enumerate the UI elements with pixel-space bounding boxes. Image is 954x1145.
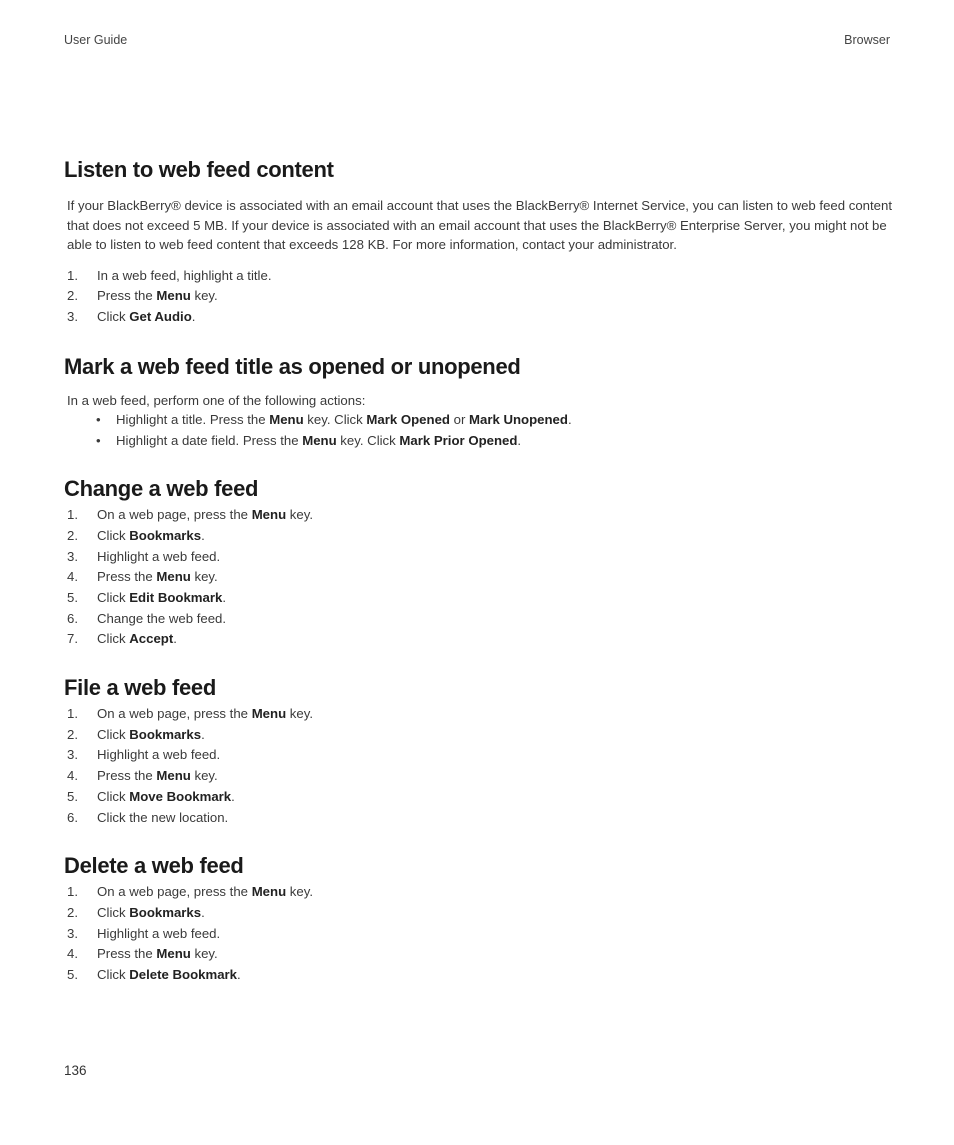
- delete-steps: [64, 882, 892, 986]
- listen-intro: [67, 196, 892, 255]
- list-item: 5. Click Edit Bookmark.: [67, 589, 226, 605]
- list-item: 6. Click the new location.: [67, 809, 229, 825]
- list-item: 2. Click Bookmarks.: [67, 904, 205, 920]
- page-content: [64, 140, 892, 986]
- list-item: 1. On a web page, press the Menu key.: [67, 507, 313, 523]
- list-item: 3. Highlight a web feed.: [67, 548, 221, 564]
- listen-intro-line: that does not exceed 5 MB. If your device is associated with an email account that uses the BlackBerry® Enterprise Server, you might not be: [67, 217, 887, 233]
- list-item: 7. Click Accept.: [67, 631, 177, 647]
- file-steps: [64, 704, 892, 828]
- running-header-right: Browser: [844, 33, 890, 47]
- list-item: 3. Highlight a web feed.: [67, 747, 221, 763]
- list-item: 2. Click Bookmarks.: [67, 726, 205, 742]
- listen-steps: [64, 266, 892, 328]
- list-item: 3. Highlight a web feed.: [67, 925, 221, 941]
- section-title-mark: Mark a web feed title as opened or unopened: [64, 353, 521, 379]
- list-item: 1. On a web page, press the Menu key.: [67, 884, 313, 900]
- section-title-delete: Delete a web feed: [64, 853, 244, 879]
- list-item: 4. Press the Menu key.: [67, 768, 218, 784]
- list-item: 2. Press the Menu key.: [67, 288, 218, 304]
- list-item: 5. Click Move Bookmark.: [67, 788, 235, 804]
- list-item: 3. Click Get Audio.: [67, 308, 196, 324]
- running-header-left: User Guide: [64, 33, 128, 47]
- list-item: 2. Click Bookmarks.: [67, 527, 205, 543]
- section-title-listen: Listen to web feed content: [64, 157, 334, 182]
- list-item: • Highlight a date field. Press the Menu key. Click Mark Prior Opened.: [96, 432, 522, 448]
- listen-intro-line: If your BlackBerry® device is associated with an email account that uses the BlackBerry® Internet Service, you can listen to web feed content: [67, 198, 893, 213]
- mark-intro: In a web feed, perform one of the following actions:: [67, 392, 366, 408]
- list-item: 1. On a web page, press the Menu key.: [67, 706, 313, 722]
- list-item: • Highlight a title. Press the Menu key. Click Mark Opened or Mark Unopened.: [96, 412, 572, 428]
- listen-intro-line: able to listen to web feed content that exceeds 128 KB. For more information, contact your administrator.: [67, 237, 677, 252]
- list-item: 1. In a web feed, highlight a title.: [67, 267, 272, 283]
- list-item: 6. Change the web feed.: [67, 610, 227, 626]
- section-title-change: Change a web feed: [64, 476, 259, 502]
- list-item: 5. Click Delete Bookmark.: [67, 967, 241, 983]
- list-item: 4. Press the Menu key.: [67, 569, 218, 585]
- section-title-file: File a web feed: [64, 675, 216, 701]
- mark-options: [64, 410, 892, 451]
- change-steps: [64, 505, 892, 650]
- page-number: 136: [64, 1063, 87, 1078]
- list-item: 4. Press the Menu key.: [67, 946, 218, 962]
